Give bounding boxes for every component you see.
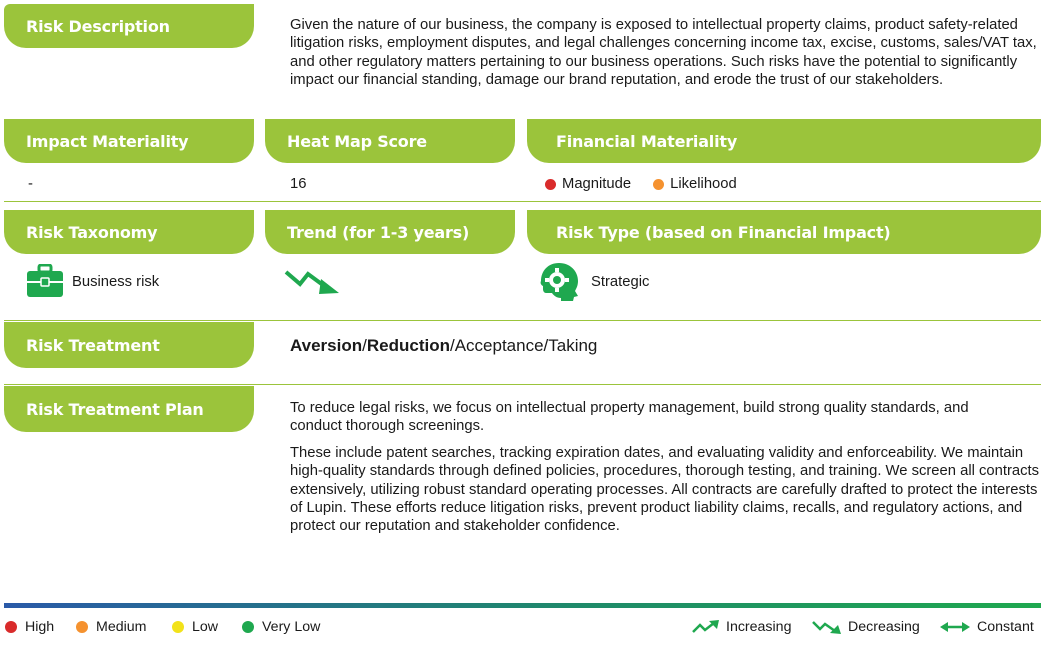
row-divider	[4, 384, 1041, 385]
legend-decreasing	[812, 619, 920, 635]
legend-decreasing-label: Decreasing	[848, 619, 920, 635]
risk-taxonomy-value: Business risk	[72, 274, 160, 290]
risk-type-value: Strategic	[591, 274, 650, 290]
trend-decreasing-icon	[812, 619, 842, 635]
risk-treatment-plan-paragraph-1: To reduce legal risks, we focus on intellectual property management, build strong quality standards, and conduct thorough screenings.	[290, 400, 969, 435]
risk-taxonomy-header	[4, 210, 254, 254]
treatment-reduction: Reduction	[366, 336, 450, 355]
legend-medium	[76, 619, 146, 635]
treatment-separator: /	[362, 336, 367, 355]
heat-map-score-value: 16	[290, 176, 307, 192]
risk-description-label: Risk Description	[26, 16, 170, 36]
legend-high-label: High	[25, 619, 55, 635]
risk-taxonomy-label: Risk Taxonomy	[26, 222, 158, 242]
row-divider	[4, 320, 1041, 321]
risk-treatment-plan-paragraph-2: These include patent searches, tracking expiration dates, and evaluating validity and enforceability. We maintain high-quality standards through defined policies, procedures, thorough testing, and training. We screen all contracts extensively, utilizing robust standard operating processes. All contracts are carefully drafted to protect the interests of Lupin. These efforts reduce litigation risks, prevent product liability claims, recalls, and regulatory actions, and protect our reputation and stakeholder confidence.	[290, 445, 1040, 535]
row-divider	[4, 201, 1041, 202]
legend-very-low	[242, 619, 320, 635]
risk-description-header	[4, 4, 254, 48]
risk-description-text: Given the nature of our business, the company is exposed to intellectual property claims, product safety-related litigation risks, employment disputes, and legal challenges concerning income tax, excise, customs, sales/VAT tax, and other regulatory matters pertaining to our business operations. Such risks have the potential to significantly impact our financial standing, damage our brand reputation, and erode the trust of our stakeholders.	[290, 17, 1037, 88]
impact-materiality-value: -	[28, 176, 33, 192]
risk-treatment-label: Risk Treatment	[26, 335, 160, 355]
legend-high-dot	[5, 621, 17, 633]
trend-label: Trend (for 1-3 years)	[287, 222, 470, 242]
legend-low-label: Low	[192, 619, 219, 635]
legend-high	[5, 619, 54, 635]
treatment-acceptance-taking: /Acceptance/Taking	[449, 336, 598, 355]
impact-materiality-header	[4, 119, 254, 163]
risk-treatment-header	[4, 322, 254, 368]
legend-low-dot	[172, 621, 184, 633]
trend-decreasing-icon	[283, 266, 343, 296]
treatment-aversion: Aversion	[290, 336, 363, 355]
legend-very-low-label: Very Low	[262, 619, 321, 635]
risk-type-header	[527, 210, 1041, 254]
magnitude-dot	[545, 179, 556, 190]
likelihood-dot	[653, 179, 664, 190]
likelihood-label: Likelihood	[670, 176, 737, 192]
trend-constant-icon	[939, 620, 971, 634]
legend-medium-label: Medium	[96, 619, 147, 635]
briefcase-icon	[26, 264, 64, 298]
risk-type-label: Risk Type (based on Financial Impact)	[556, 222, 891, 242]
risk-treatment-options	[290, 336, 597, 356]
legend-medium-dot	[76, 621, 88, 633]
risk-treatment-plan-header	[4, 386, 254, 432]
legend-very-low-dot	[242, 621, 254, 633]
risk-treatment-plan-label: Risk Treatment Plan	[26, 399, 204, 419]
trend-header	[265, 210, 515, 254]
legend-increasing-label: Increasing	[726, 619, 792, 635]
impact-materiality-label: Impact Materiality	[26, 131, 189, 151]
legend-increasing	[692, 619, 791, 635]
legend-constant-label: Constant	[977, 619, 1034, 635]
heat-map-score-header	[265, 119, 515, 163]
trend-increasing-icon	[692, 619, 720, 635]
legend-low	[172, 619, 218, 635]
financial-materiality-label: Financial Materiality	[556, 131, 738, 151]
financial-materiality-values	[545, 176, 737, 192]
magnitude-label: Magnitude	[562, 176, 632, 192]
head-gear-icon	[537, 262, 581, 302]
legend-constant	[939, 619, 1034, 635]
legend-gradient-bar	[4, 603, 1041, 608]
heat-map-score-label: Heat Map Score	[287, 131, 427, 151]
financial-materiality-header	[527, 119, 1041, 163]
